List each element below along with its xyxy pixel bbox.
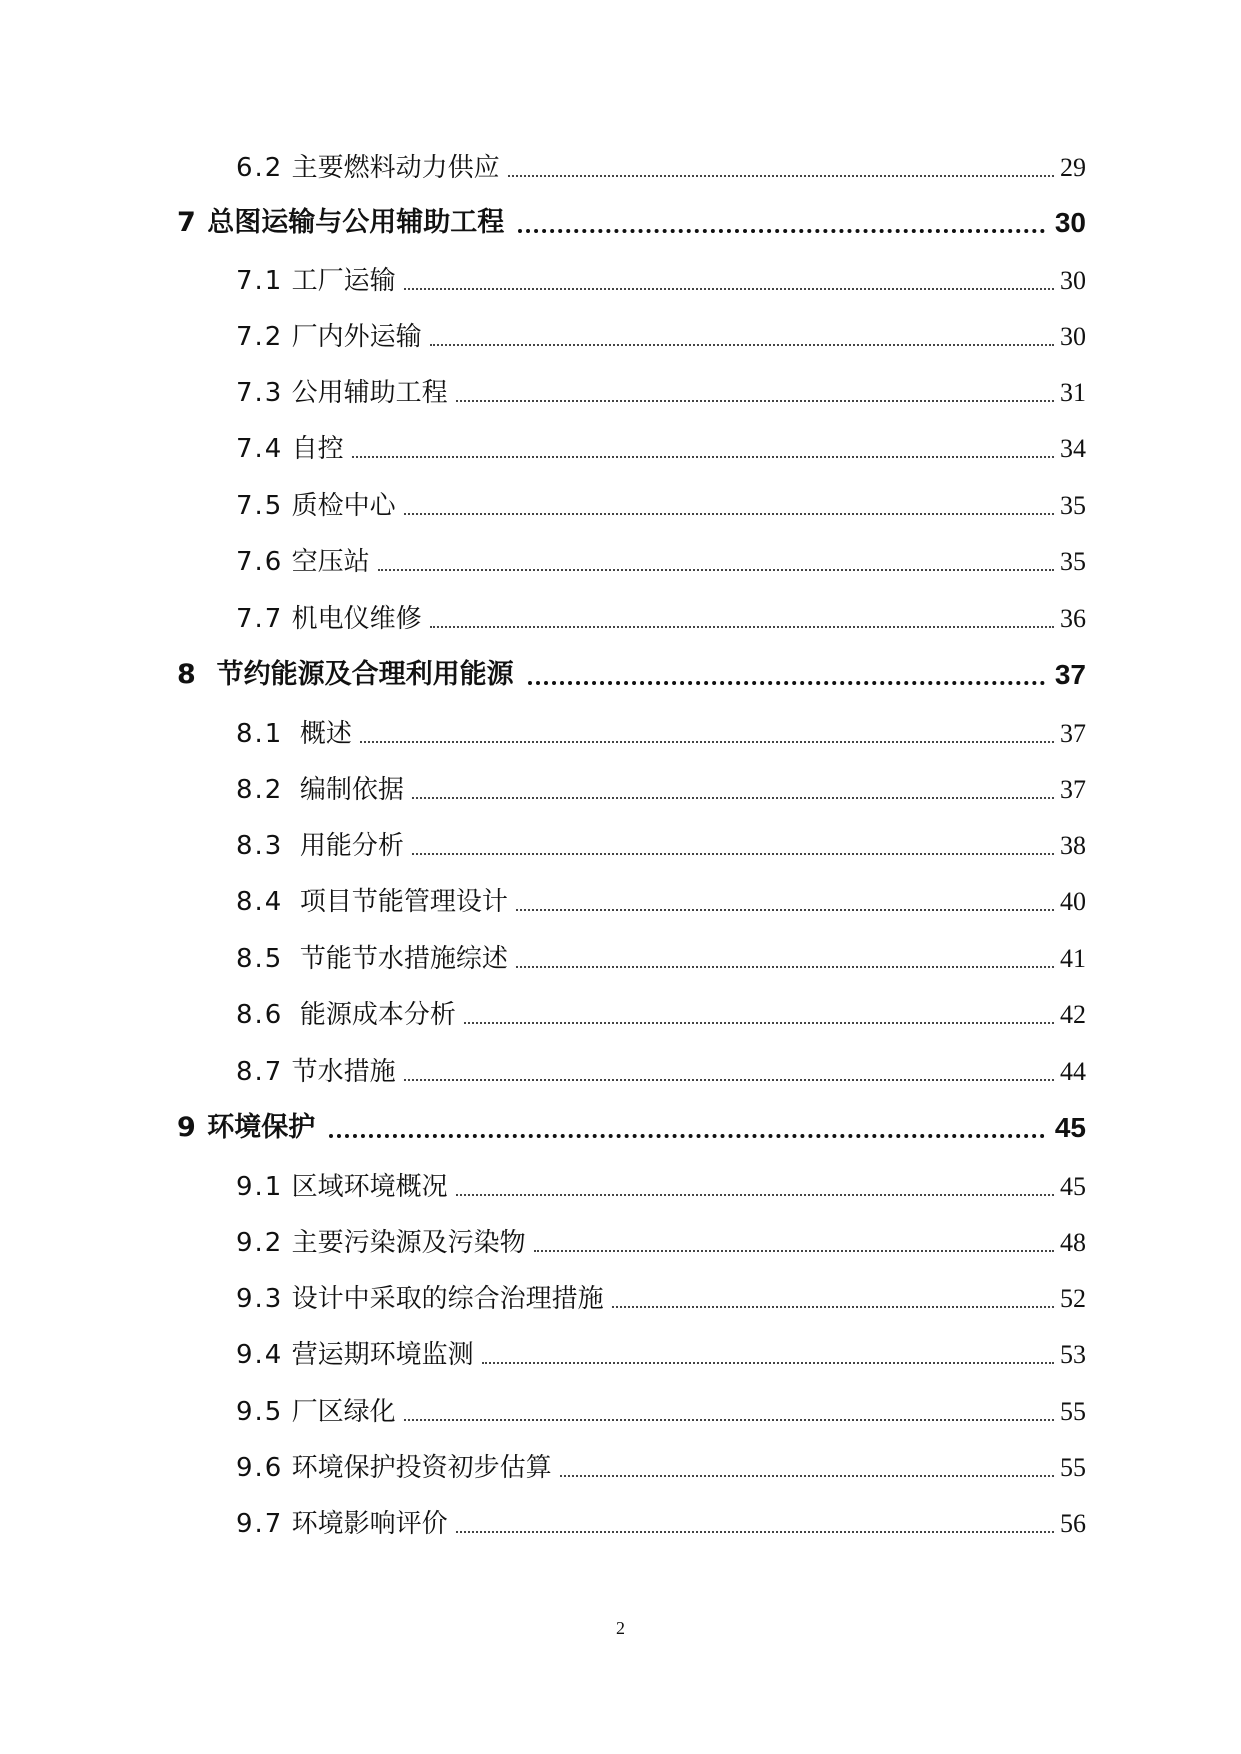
toc-entry-number: 8.3 bbox=[236, 831, 284, 861]
toc-entry-page: 40 bbox=[1060, 887, 1086, 916]
toc-entry-page: 52 bbox=[1060, 1284, 1086, 1313]
toc-entry-title: 总图运输与公用辅助工程 bbox=[207, 207, 505, 238]
page-number: 2 bbox=[616, 1618, 625, 1638]
toc-entry-title: 节能节水措施综述 bbox=[299, 944, 508, 974]
toc-entry-page: 44 bbox=[1060, 1057, 1086, 1086]
toc-entry[interactable] bbox=[236, 1167, 1086, 1207]
toc-entry[interactable] bbox=[236, 714, 1086, 754]
toc-entry[interactable] bbox=[236, 1448, 1086, 1488]
toc-entry[interactable] bbox=[236, 542, 1086, 582]
dot-leader bbox=[404, 288, 1054, 290]
toc-entry-page: 41 bbox=[1060, 944, 1086, 973]
toc-entry-title: 工厂运输 bbox=[291, 266, 396, 296]
dot-leader bbox=[412, 853, 1054, 855]
toc-entry-number: 8.7 bbox=[236, 1057, 284, 1087]
toc-entry-number: 7.6 bbox=[236, 547, 284, 577]
toc-entry[interactable] bbox=[236, 1279, 1086, 1319]
dot-leader bbox=[404, 1079, 1054, 1081]
dot-leader bbox=[404, 513, 1054, 515]
toc-chapter-entry[interactable] bbox=[177, 1108, 1086, 1148]
toc-entry[interactable] bbox=[236, 1392, 1086, 1432]
toc-entry-number: 9.7 bbox=[236, 1509, 284, 1539]
toc-entry-page: 45 bbox=[1060, 1172, 1086, 1201]
dot-leader bbox=[518, 229, 1045, 233]
toc-entry-title: 厂区绿化 bbox=[291, 1397, 396, 1427]
toc-entry-number: 7.1 bbox=[236, 266, 284, 296]
toc-entry-page: 53 bbox=[1060, 1340, 1086, 1369]
toc-entry-page: 38 bbox=[1060, 831, 1086, 860]
dot-leader bbox=[560, 1475, 1054, 1477]
toc-chapter-entry[interactable] bbox=[177, 655, 1086, 695]
dot-leader bbox=[430, 626, 1054, 628]
toc-entry-title: 项目节能管理设计 bbox=[299, 887, 508, 917]
toc-entry-page: 37 bbox=[1054, 659, 1086, 690]
dot-leader bbox=[482, 1362, 1054, 1364]
toc-entry-title: 能源成本分析 bbox=[299, 1000, 456, 1030]
toc-entry-title: 节水措施 bbox=[291, 1057, 396, 1087]
toc-entry[interactable] bbox=[236, 770, 1086, 810]
dot-leader bbox=[430, 344, 1054, 346]
toc-entry-page: 55 bbox=[1060, 1453, 1086, 1482]
toc-entry-number: 8.4 bbox=[236, 887, 284, 917]
toc-entry[interactable] bbox=[236, 1504, 1086, 1544]
toc-entry-page: 30 bbox=[1054, 207, 1086, 238]
toc-entry-number: 9 bbox=[177, 1112, 198, 1143]
toc-entry[interactable] bbox=[236, 486, 1086, 526]
dot-leader bbox=[329, 1134, 1045, 1138]
dot-leader bbox=[516, 909, 1054, 911]
toc-entry[interactable] bbox=[236, 995, 1086, 1035]
toc-entry-title: 营运期环境监测 bbox=[291, 1340, 474, 1370]
toc-entry-title: 空压站 bbox=[291, 547, 370, 577]
toc-entry-page: 29 bbox=[1060, 153, 1086, 182]
toc-entry-title: 用能分析 bbox=[299, 831, 404, 861]
dot-leader bbox=[464, 1022, 1054, 1024]
toc-entry-number: 9.4 bbox=[236, 1340, 284, 1370]
toc-entry-page: 42 bbox=[1060, 1000, 1086, 1029]
dot-leader bbox=[456, 1194, 1054, 1196]
toc-entry-number: 8.1 bbox=[236, 719, 284, 749]
toc-entry-page: 30 bbox=[1060, 322, 1086, 351]
dot-leader bbox=[508, 175, 1054, 177]
toc-entry[interactable] bbox=[236, 373, 1086, 413]
toc-entry-title: 主要污染源及污染物 bbox=[291, 1228, 526, 1258]
toc-entry[interactable] bbox=[236, 1052, 1086, 1092]
toc-entry[interactable] bbox=[236, 317, 1086, 357]
toc-entry-page: 34 bbox=[1060, 434, 1086, 463]
toc-entry[interactable] bbox=[236, 826, 1086, 866]
toc-entry-page: 48 bbox=[1060, 1228, 1086, 1257]
toc-entry-title: 厂内外运输 bbox=[291, 322, 422, 352]
toc-entry-title: 机电仪维修 bbox=[291, 604, 422, 634]
toc-entry[interactable] bbox=[236, 939, 1086, 979]
toc-entry-title: 概述 bbox=[299, 719, 352, 749]
toc-entry[interactable] bbox=[236, 599, 1086, 639]
toc-entry-title: 主要燃料动力供应 bbox=[291, 153, 500, 183]
dot-leader bbox=[456, 1531, 1054, 1533]
dot-leader bbox=[352, 456, 1054, 458]
dot-leader bbox=[528, 681, 1045, 685]
toc-entry-title: 环境影响评价 bbox=[291, 1509, 448, 1539]
dot-leader bbox=[612, 1306, 1054, 1308]
toc-entry[interactable] bbox=[236, 429, 1086, 469]
toc-entry[interactable] bbox=[236, 1335, 1086, 1375]
toc-entry-page: 30 bbox=[1060, 266, 1086, 295]
toc-entry-number: 7.5 bbox=[236, 491, 284, 521]
toc-entry-title: 环境保护投资初步估算 bbox=[291, 1453, 552, 1483]
toc-entry-number: 7.7 bbox=[236, 604, 284, 634]
toc-entry-title: 自控 bbox=[291, 434, 344, 464]
dot-leader bbox=[516, 966, 1054, 968]
toc-entry[interactable] bbox=[236, 1223, 1086, 1263]
toc-entry-number: 8 bbox=[177, 659, 198, 690]
toc-entry-number: 7.3 bbox=[236, 378, 284, 408]
dot-leader bbox=[412, 797, 1054, 799]
toc-entry[interactable] bbox=[236, 882, 1086, 922]
toc-entry-title: 节约能源及合理利用能源 bbox=[216, 659, 514, 690]
toc-entry-number: 6.2 bbox=[236, 153, 284, 183]
toc-entry-number: 9.1 bbox=[236, 1172, 284, 1202]
toc-entry-number: 8.6 bbox=[236, 1000, 284, 1030]
toc-entry-number: 8.5 bbox=[236, 944, 284, 974]
toc-entry-title: 设计中采取的综合治理措施 bbox=[291, 1284, 604, 1314]
dot-leader bbox=[360, 741, 1054, 743]
dot-leader bbox=[456, 400, 1054, 402]
toc-entry-page: 35 bbox=[1060, 547, 1086, 576]
toc-entry-page: 56 bbox=[1060, 1509, 1086, 1538]
toc-chapter-entry[interactable] bbox=[177, 203, 1086, 243]
toc-entry-page: 36 bbox=[1060, 604, 1086, 633]
toc-entry-number: 7 bbox=[177, 207, 198, 238]
toc-entry[interactable] bbox=[236, 261, 1086, 301]
toc-entry-page: 37 bbox=[1060, 775, 1086, 804]
toc-entry-title: 公用辅助工程 bbox=[291, 378, 448, 408]
dot-leader bbox=[378, 569, 1054, 571]
toc-entry-title: 质检中心 bbox=[291, 491, 396, 521]
dot-leader bbox=[404, 1419, 1054, 1421]
toc-entry-page: 55 bbox=[1060, 1397, 1086, 1426]
toc-entry-number: 9.6 bbox=[236, 1453, 284, 1483]
toc-entry-title: 区域环境概况 bbox=[291, 1172, 448, 1202]
toc-entry-page: 35 bbox=[1060, 491, 1086, 520]
toc-entry[interactable] bbox=[236, 148, 1086, 188]
dot-leader bbox=[534, 1250, 1054, 1252]
toc-entry-title: 环境保护 bbox=[207, 1112, 316, 1143]
toc-entry-number: 7.2 bbox=[236, 322, 284, 352]
toc-entry-page: 37 bbox=[1060, 719, 1086, 748]
toc-entry-number: 7.4 bbox=[236, 434, 284, 464]
toc-entry-number: 9.3 bbox=[236, 1284, 284, 1314]
toc-entry-number: 8.2 bbox=[236, 775, 284, 805]
toc-entry-title: 编制依据 bbox=[299, 775, 404, 805]
toc-entry-number: 9.5 bbox=[236, 1397, 284, 1427]
toc-entry-number: 9.2 bbox=[236, 1228, 284, 1258]
toc-entry-page: 31 bbox=[1060, 378, 1086, 407]
toc-entry-page: 45 bbox=[1054, 1112, 1086, 1143]
